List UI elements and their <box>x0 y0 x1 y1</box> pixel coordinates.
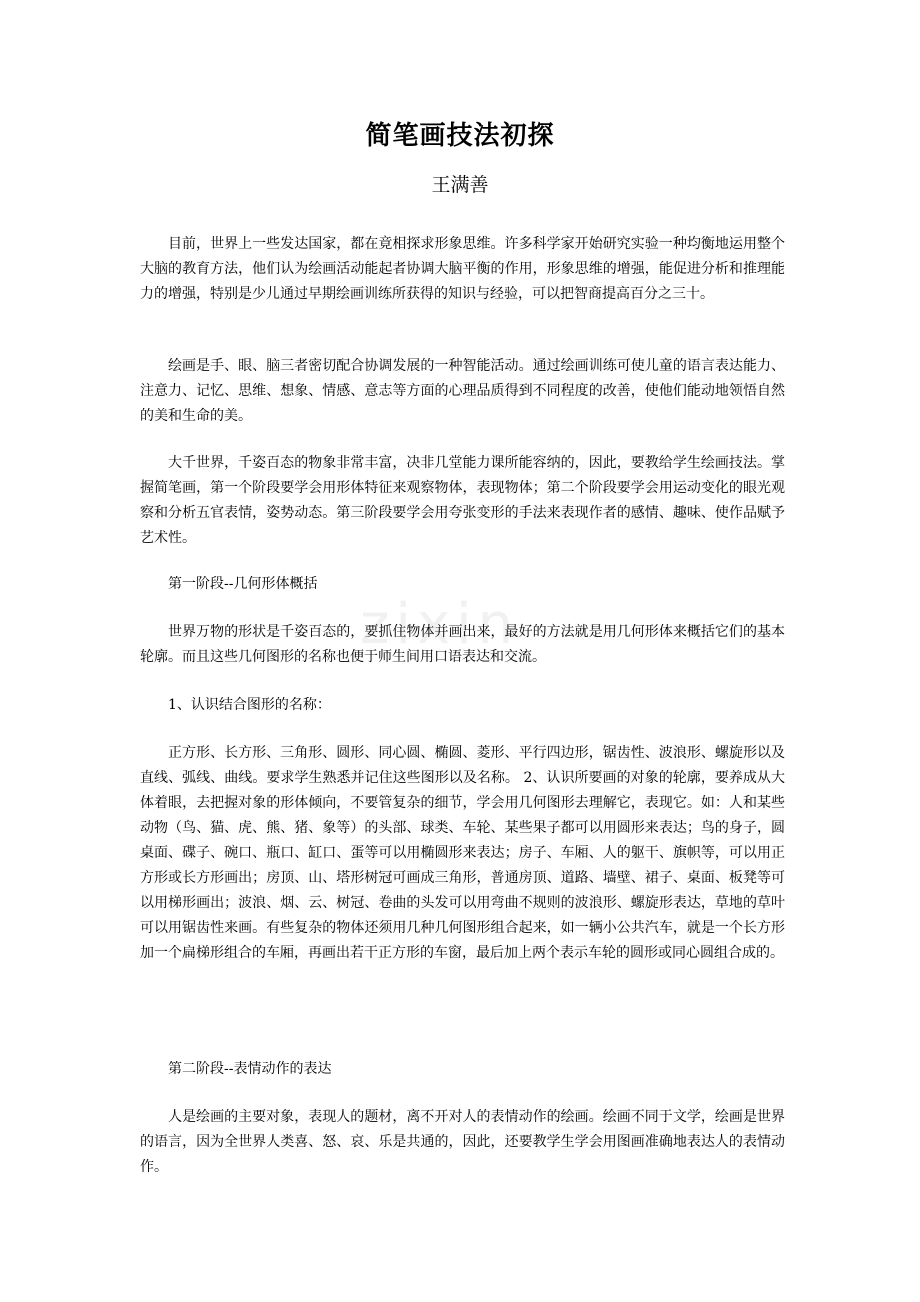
paragraph-shape-details: 正方形、长方形、三角形、圆形、同心圆、椭圆、菱形、平行四边形，锯齿性、波浪形、螺旋形以及直线、弧线、曲线。要求学生熟悉并记住这些图形以及名称。 2、认识所要画的对象的轮廓，要养成从大体着眼，去把握对象的形体倾向，不要管复杂的细节，学会用几何图形去理解它，表现它。如：人和某些动物（鸟、猫、虎、熊、猪、象等）的头部、球类、车轮、某些果子都可以用圆形来表达；鸟的身子，圆桌面、碟子、碗口、瓶口、缸口、蛋等可以用椭圆形来表达；房子、车厢、人的躯干、旗帜等，可以用正方形或长方形画出；房顶、山、塔形树冠可画成三角形，普通房顶、道路、墙壁、裙子、桌面、板凳等可以用梯形画出；波浪、烟、云、树冠、卷曲的头发可以用弯曲不规则的波浪形、螺旋形表达，草地的草叶可以用锯齿性来画。有些复杂的物体还须用几种几何图形组合起来，如一辆小公共汽车，就是一个长方形加一个扁梯形组合的车厢，再画出若干正方形的车窗，最后加上两个表示车轮的圆形或同心圆组合成的。 <box>140 745 785 961</box>
list-heading-shape-names: 1、认识结合图形的名称： <box>168 697 331 713</box>
paragraph-three-stages: 大千世界，千姿百态的物象非常丰富，决非几堂能力课所能容纳的，因此，要教给学生绘画技法。掌握简笔画，第一个阶段要学会用形体特征来观察物体，表现物体；第二个阶段要学会用运动变化的眼光观察和分析五官表情，姿势动态。第三阶段要学会用夸张变形的手法来表现作者的感情、趣味、使作品赋予艺术性。 <box>140 455 785 546</box>
paragraph-intro: 目前，世界上一些发达国家，都在竟相探求形象思维。许多科学家开始研究实验一种均衡地运用整个大脑的教育方法，他们认为绘画活动能起者协调大脑平衡的作用，形象思维的增强，能促进分析和推理能力的增强，特别是少儿通过早期绘画训练所获得的知识与经验，可以把智商提高百分之三十。 <box>140 236 785 302</box>
paragraph-drawing-activity: 绘画是手、眼、脑三者密切配合协调发展的一种智能活动。通过绘画训练可使儿童的语言表达能力、注意力、记忆、思维、想象、情感、意志等方面的心理品质得到不同程度的改善，使他们能动地领悟自然的美和生命的美。 <box>140 358 785 424</box>
watermark: zixin <box>360 592 520 657</box>
section-heading-stage-one: 第一阶段--几何形体概括 <box>168 576 318 592</box>
section-heading-stage-two: 第二阶段--表情动作的表达 <box>168 1061 332 1077</box>
paragraph-expression-actions: 人是绘画的主要对象，表现人的题材，离不开对人的表情动作的绘画。绘画不同于文学，绘画是世界的语言，因为全世界人类喜、怒、哀、乐是共通的，因此，还要教学生学会用图画准确地表达人的表情动作。 <box>140 1109 785 1175</box>
paragraph-geometric-shapes: 世界万物的形状是千姿百态的，要抓住物体并画出来，最好的方法就是用几何形体来概括它们的基本轮廓。而且这些几何图形的名称也便于师生间用口语表达和交流。 <box>140 624 785 665</box>
document-author: 王满善 <box>431 174 489 196</box>
document-title: 简笔画技法初探 <box>365 121 555 151</box>
